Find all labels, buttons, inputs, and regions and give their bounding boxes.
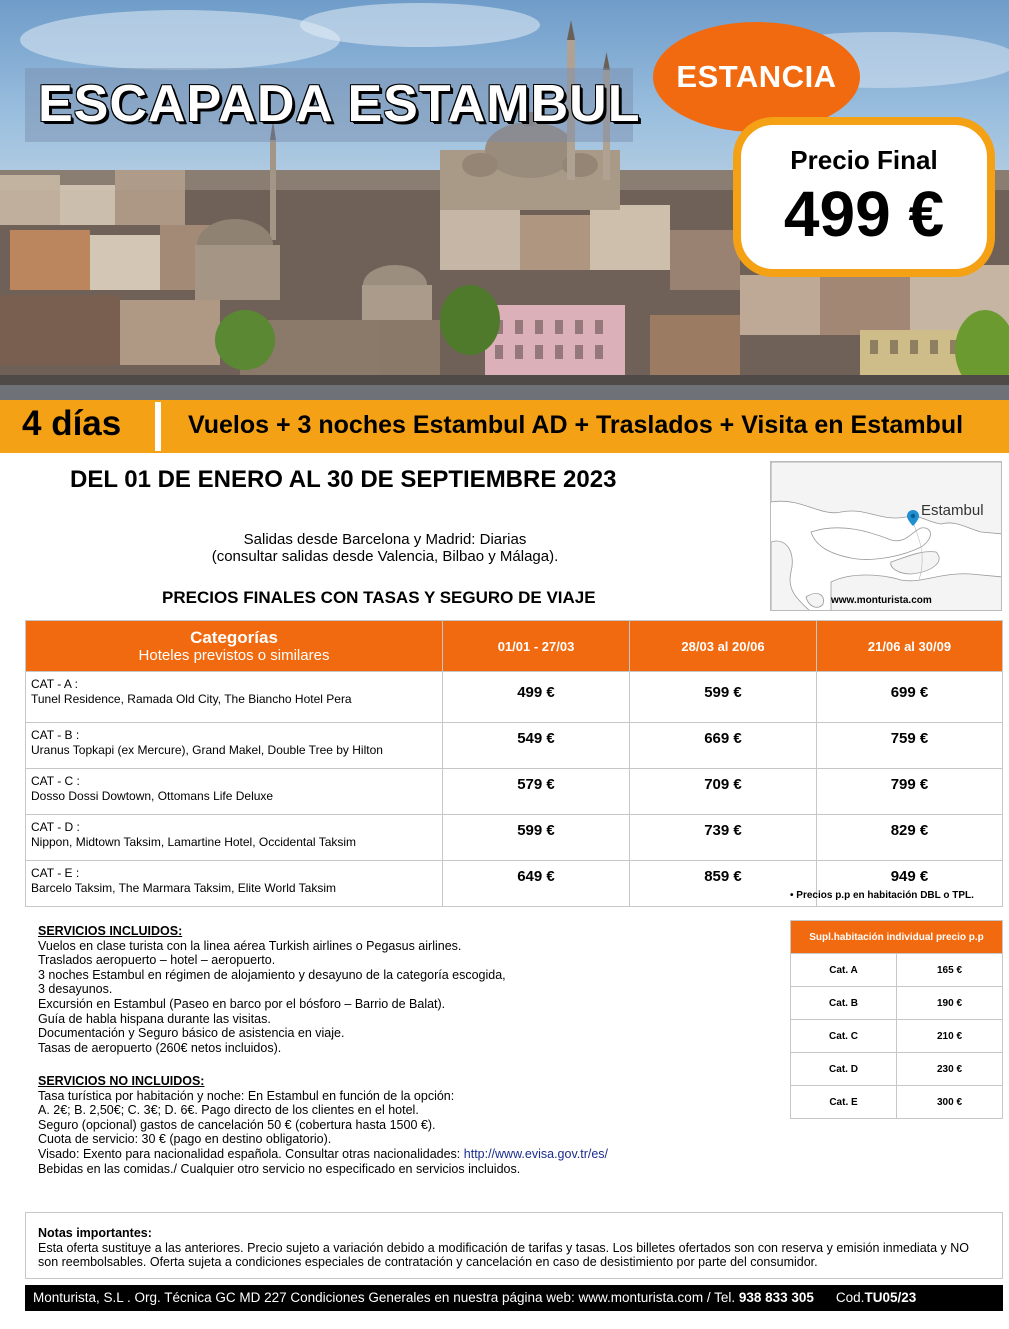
list-item: Tasas de aeropuerto (260€ netos incluidos). [38, 1040, 282, 1055]
services-included-heading: SERVICIOS INCLUIDOS: [38, 924, 183, 938]
table-row [791, 954, 1003, 987]
important-notes [25, 1212, 1003, 1279]
hotel-list: Barcelo Taksim, The Marmara Taksim, Elite World Taksim [31, 881, 336, 895]
price-cell: 549 € [443, 723, 630, 769]
price-per-person-note: • Precios p.p en habitación DBL o TPL. [790, 890, 974, 901]
categories-header [26, 621, 443, 672]
hotel-cell [26, 723, 443, 769]
hotel-list: Tunel Residence, Ramada Old City, The Biancho Hotel Pera [31, 692, 352, 706]
trip-summary: Vuelos + 3 noches Estambul AD + Traslados + Visita en Estambul [188, 411, 964, 439]
supplement-category: Cat. A [791, 954, 897, 987]
table-row [26, 723, 1003, 769]
list-item: Excursión en Estambul (Paseo en barco por el bósforo – Barrio de Balat). [38, 996, 446, 1011]
category-label: CAT - D : [31, 820, 80, 834]
services-not-included [38, 1074, 778, 1176]
map-city-label: Estambul [921, 502, 984, 519]
visa-text: Visado: Exento para nacionalidad española. Consultar otras nacionalidades: [38, 1146, 464, 1161]
categories-title: Categorías [190, 627, 278, 647]
table-row [26, 672, 1003, 723]
list-item: Vuelos en clase turista con la linea aérea Turkish airlines o Pegasus airlines. [38, 938, 462, 953]
price-cell: 949 € [817, 861, 1003, 907]
services-not-included-heading: SERVICIOS NO INCLUIDOS: [38, 1074, 205, 1088]
price-table-header [26, 621, 1003, 672]
price-cell: 799 € [817, 769, 1003, 815]
price-cell: 669 € [630, 723, 817, 769]
list-item: Documentación y Seguro básico de asistencia en viaje. [38, 1026, 345, 1041]
price-cell: 699 € [817, 672, 1003, 723]
period-header: 21/06 al 30/09 [817, 621, 1003, 672]
supplement-category: Cat. D [791, 1053, 897, 1086]
footer-code: TU05/23 [864, 1290, 917, 1305]
supplement-price: 230 € [897, 1053, 1003, 1086]
footer-code-label: Cod. [835, 1290, 865, 1305]
price-cell: 739 € [630, 815, 817, 861]
period-header: 28/03 al 20/06 [630, 621, 817, 672]
single-room-supplement-table [790, 920, 1003, 1119]
list-item: Cuota de servicio: 30 € (pago en destino obligatorio). [38, 1132, 332, 1147]
final-price-value: 499 € [783, 178, 945, 250]
category-label: CAT - E : [31, 866, 80, 880]
period-header: 01/01 - 27/03 [443, 621, 630, 672]
final-price-box [733, 117, 995, 277]
table-row [791, 987, 1003, 1020]
price-cell: 709 € [630, 769, 817, 815]
list-item: 3 noches Estambul en régimen de alojamiento y desayuno de la categoría escogida, [38, 967, 506, 982]
list-item: A. 2€; B. 2,50€; C. 3€; D. 6€. Pago directo de los clientes en el hotel. [38, 1103, 419, 1118]
price-cell: 859 € [630, 861, 817, 907]
map-pin-icon [907, 510, 919, 531]
category-label: CAT - C : [31, 774, 80, 788]
hotel-cell [26, 769, 443, 815]
services-included [38, 924, 778, 1055]
price-cell: 759 € [817, 723, 1003, 769]
notes-heading: Notas importantes: [38, 1226, 152, 1240]
hotel-list: Nippon, Midtown Taksim, Lamartine Hotel, Occidental Taksim [31, 835, 357, 849]
supplement-category: Cat. B [791, 987, 897, 1020]
hotel-list: Uranus Topkapi (ex Mercure), Grand Makel, Double Tree by Hilton [31, 743, 383, 757]
supplement-category: Cat. E [791, 1086, 897, 1119]
table-row [26, 815, 1003, 861]
list-item: Tasa turística por habitación y noche: En Estambul en función de la opción: [38, 1088, 455, 1103]
supplement-price: 300 € [897, 1086, 1003, 1119]
price-cell: 599 € [443, 815, 630, 861]
price-cell: 599 € [630, 672, 817, 723]
hotel-cell [26, 815, 443, 861]
summary-divider [155, 402, 161, 451]
table-row [791, 1020, 1003, 1053]
trip-duration: 4 días [22, 404, 122, 443]
notes-text: Esta oferta sustituye a las anteriores. Precio sujeto a variación debido a modificación de tarifas y tasas. Los billetes ofertados son con reserva y emisión inmediata y NO son reembolsables. Oferta sujeta a condiciones especiales de contratación y cancelación en caso de desistimiento por parte del consumidor. [38, 1240, 970, 1269]
map-illustration [771, 462, 1002, 611]
category-label: CAT - A : [31, 677, 78, 691]
price-cell: 829 € [817, 815, 1003, 861]
table-row [26, 769, 1003, 815]
price-cell: 649 € [443, 861, 630, 907]
list-item: Guía de habla hispana durante las visitas. [38, 1011, 271, 1026]
departures-note: (consultar salidas desde Valencia, Bilbao y Málaga). [211, 548, 559, 565]
hotel-list: Dosso Dossi Dowtown, Ottomans Life Deluxe [31, 789, 274, 803]
departures-line: Salidas desde Barcelona y Madrid: Diarias [243, 531, 527, 548]
supplement-price: 165 € [897, 954, 1003, 987]
footer-bar [25, 1285, 1003, 1311]
category-label: CAT - B : [31, 728, 80, 742]
table-row [791, 1053, 1003, 1086]
footer-phone: 938 833 305 [738, 1290, 814, 1305]
hotel-cell [26, 672, 443, 723]
supplement-price: 190 € [897, 987, 1003, 1020]
prices-heading: PRECIOS FINALES CON TASAS Y SEGURO DE VIAJE [162, 588, 596, 607]
price-cell: 579 € [443, 769, 630, 815]
map-website-label: www.monturista.com [831, 595, 932, 606]
list-item: Bebidas en las comidas./ Cualquier otro servicio no especificado en servicios incluidos. [38, 1161, 521, 1176]
location-map [770, 461, 1002, 611]
list-item: Traslados aeropuerto – hotel – aeropuerto. [38, 953, 276, 968]
evisa-link[interactable]: http://www.evisa.gov.tr/es/ [463, 1146, 609, 1161]
list-item: 3 desayunos. [38, 982, 113, 997]
price-cell: 499 € [443, 672, 630, 723]
supplement-category: Cat. C [791, 1020, 897, 1053]
hotel-cell [26, 861, 443, 907]
validity-dates: DEL 01 DE ENERO AL 30 DE SEPTIEMBRE 2023 [70, 466, 617, 493]
list-item [38, 1147, 778, 1162]
page-title: ESCAPADA ESTAMBUL [38, 75, 641, 133]
estancia-badge: ESTANCIA [653, 22, 860, 132]
supplement-header: Supl.habitación individual precio p.p [791, 921, 1003, 954]
price-table [25, 620, 1003, 907]
final-price-label: Precio Final [790, 145, 938, 175]
table-row [791, 1086, 1003, 1119]
supplement-price: 210 € [897, 1020, 1003, 1053]
footer-text: Monturista, S.L . Org. Técnica GC MD 227 Condiciones Generales en nuestra página web: www.monturista.com / Tel. [33, 1290, 739, 1305]
list-item: Seguro (opcional) gastos de cancelación 50 € (cobertura hasta 1500 €). [38, 1117, 436, 1132]
categories-subtitle: Hoteles previstos o similares [138, 646, 330, 664]
